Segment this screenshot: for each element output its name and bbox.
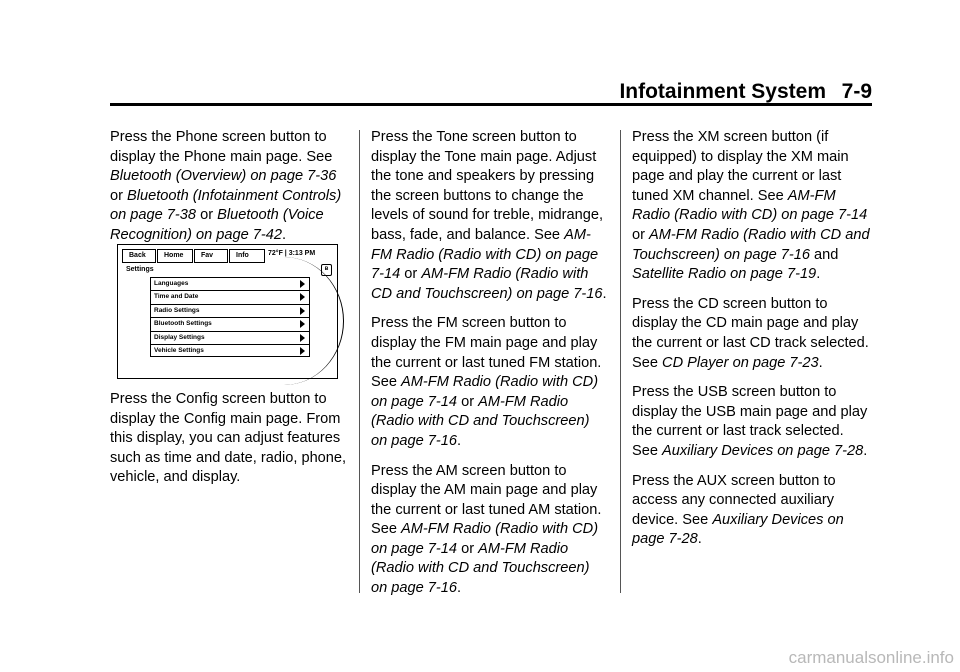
tab-fav: Fav <box>194 249 228 263</box>
chevron-right-icon <box>300 334 305 342</box>
cross-reference-link[interactable]: AM-FM Radio (Radio with CD and Touchscreen) on page 7-16 <box>371 266 603 302</box>
text: Press the XM screen button (if equipped) to display the XM main page and play the current or last tuned XM channel. See <box>632 129 849 204</box>
page-number: 7-9 <box>841 80 872 103</box>
page-header <box>110 80 872 104</box>
text: or <box>400 266 422 283</box>
usb-paragraph <box>632 383 870 461</box>
cross-reference-link[interactable]: Auxiliary Devices on page 7-28 <box>632 511 844 548</box>
column-1-lower <box>110 390 348 498</box>
menu-item-label: Radio Settings <box>154 306 200 314</box>
menu-item-label: Time and Date <box>154 293 199 301</box>
cross-reference-link[interactable]: Bluetooth (Overview) on page 7-36 <box>110 168 337 185</box>
header-rule <box>110 103 872 106</box>
menu-item-label: Languages <box>154 280 189 287</box>
tone-paragraph <box>371 128 609 304</box>
text: Press the CD screen button to display the CD main page and play the current or last CD track selected. See <box>632 295 869 371</box>
text: . <box>816 266 821 283</box>
screen-title: Settings <box>126 266 154 273</box>
text: . <box>282 226 287 243</box>
text: or <box>457 540 479 557</box>
menu-item-bluetooth-settings <box>150 317 310 330</box>
text: Press the USB screen button to display the USB main page and play the current or last track selected. See <box>632 384 868 459</box>
menu-item-label: Display Settings <box>154 333 205 341</box>
text: . <box>697 531 702 548</box>
tab-info: Info <box>229 249 265 263</box>
cross-reference-link[interactable]: Bluetooth (Voice Recognition) on page 7-42 <box>110 207 324 243</box>
menu-item-label: Bluetooth Settings <box>154 320 212 328</box>
text: . <box>457 432 462 449</box>
cross-reference-link[interactable]: AM-FM Radio (Radio with CD) on page 7-14 <box>632 187 868 224</box>
cross-reference-link[interactable]: AM-FM Radio (Radio with CD) on page 7-14 <box>371 521 599 557</box>
tab-home: Home <box>157 249 193 263</box>
text: . <box>818 354 823 371</box>
cd-paragraph <box>632 295 870 373</box>
menu-item-display-settings <box>150 331 310 344</box>
status-readout: 72°F | 3:13 PM <box>268 250 316 257</box>
chevron-right-icon <box>300 347 305 355</box>
chevron-right-icon <box>300 280 305 288</box>
settings-screen-illustration <box>117 244 338 379</box>
text: and <box>809 246 839 263</box>
menu-item-vehicle-settings <box>150 344 310 357</box>
text: . <box>457 580 462 597</box>
cross-reference-link[interactable]: AM-FM Radio (Radio with CD) on page 7-14 <box>371 226 599 283</box>
config-paragraph: Press the Config screen button to display the Config main page. From this display, you can adjust features such as time and date, radio, phone, vehicle, and display. <box>110 391 347 486</box>
menu-item-languages <box>150 277 310 290</box>
cross-reference-link[interactable]: Auxiliary Devices on page 7-28 <box>662 442 864 459</box>
fm-paragraph <box>371 314 609 451</box>
column-2 <box>371 128 609 609</box>
cross-reference-link[interactable]: AM-FM Radio (Radio with CD and Touchscreen) on page 7-16 <box>632 226 870 263</box>
cross-reference-link[interactable]: AM-FM Radio (Radio with CD and Touchscreen) on page 7-16 <box>371 540 590 597</box>
text: or <box>110 187 128 204</box>
am-paragraph <box>371 462 609 599</box>
xm-paragraph <box>632 128 870 285</box>
cross-reference-link[interactable]: Bluetooth (Infotainment Controls) on page 7-38 <box>110 187 342 224</box>
text: Press the AM screen button to display the AM main page and play the current or last tuned AM station. See <box>371 462 602 538</box>
column-divider-2 <box>620 130 621 593</box>
aux-paragraph <box>632 472 870 550</box>
text: Press the Tone screen button to display the Tone main page. Adjust the tone and speakers by pressing the screen buttons to change the levels of sound for treble, midrange, bass, fade, and balance. See <box>371 129 604 243</box>
menu-item-time-and-date <box>150 290 310 303</box>
text: or <box>457 393 479 410</box>
text: Press the Phone screen button to display the Phone main page. See <box>110 129 333 165</box>
tab-back: Back <box>122 249 156 263</box>
menu-item-radio-settings <box>150 304 310 317</box>
watermark: carmanualsonline.info <box>788 648 954 667</box>
column-1 <box>110 128 348 256</box>
text: or <box>632 226 650 243</box>
chevron-right-icon <box>300 320 305 328</box>
text: . <box>863 442 868 459</box>
settings-menu <box>150 277 310 357</box>
text: . <box>602 285 607 302</box>
cross-reference-link[interactable]: Satellite Radio on page 7-19 <box>632 266 817 283</box>
chevron-right-icon <box>300 307 305 315</box>
cross-reference-link[interactable]: CD Player on page 7-23 <box>662 354 819 371</box>
section-title: Infotainment System <box>619 80 826 103</box>
chevron-right-icon <box>300 293 305 301</box>
menu-item-label: Vehicle Settings <box>154 346 204 354</box>
column-3 <box>632 128 870 560</box>
phone-paragraph <box>110 128 348 246</box>
bluetooth-icon: ʙ <box>321 264 332 276</box>
cross-reference-link[interactable]: AM-FM Radio (Radio with CD and Touchscreen) on page 7-16 <box>371 393 590 449</box>
text: Press the FM screen button to display the FM main page and play the current or last tuned FM station. See <box>371 315 602 391</box>
column-divider-1 <box>359 130 360 593</box>
cross-reference-link[interactable]: AM-FM Radio (Radio with CD) on page 7-14 <box>371 374 599 410</box>
text: or <box>196 207 218 224</box>
text: Press the AUX screen button to access any connected auxiliary device. See <box>632 472 836 528</box>
screen-tabs <box>122 249 266 264</box>
